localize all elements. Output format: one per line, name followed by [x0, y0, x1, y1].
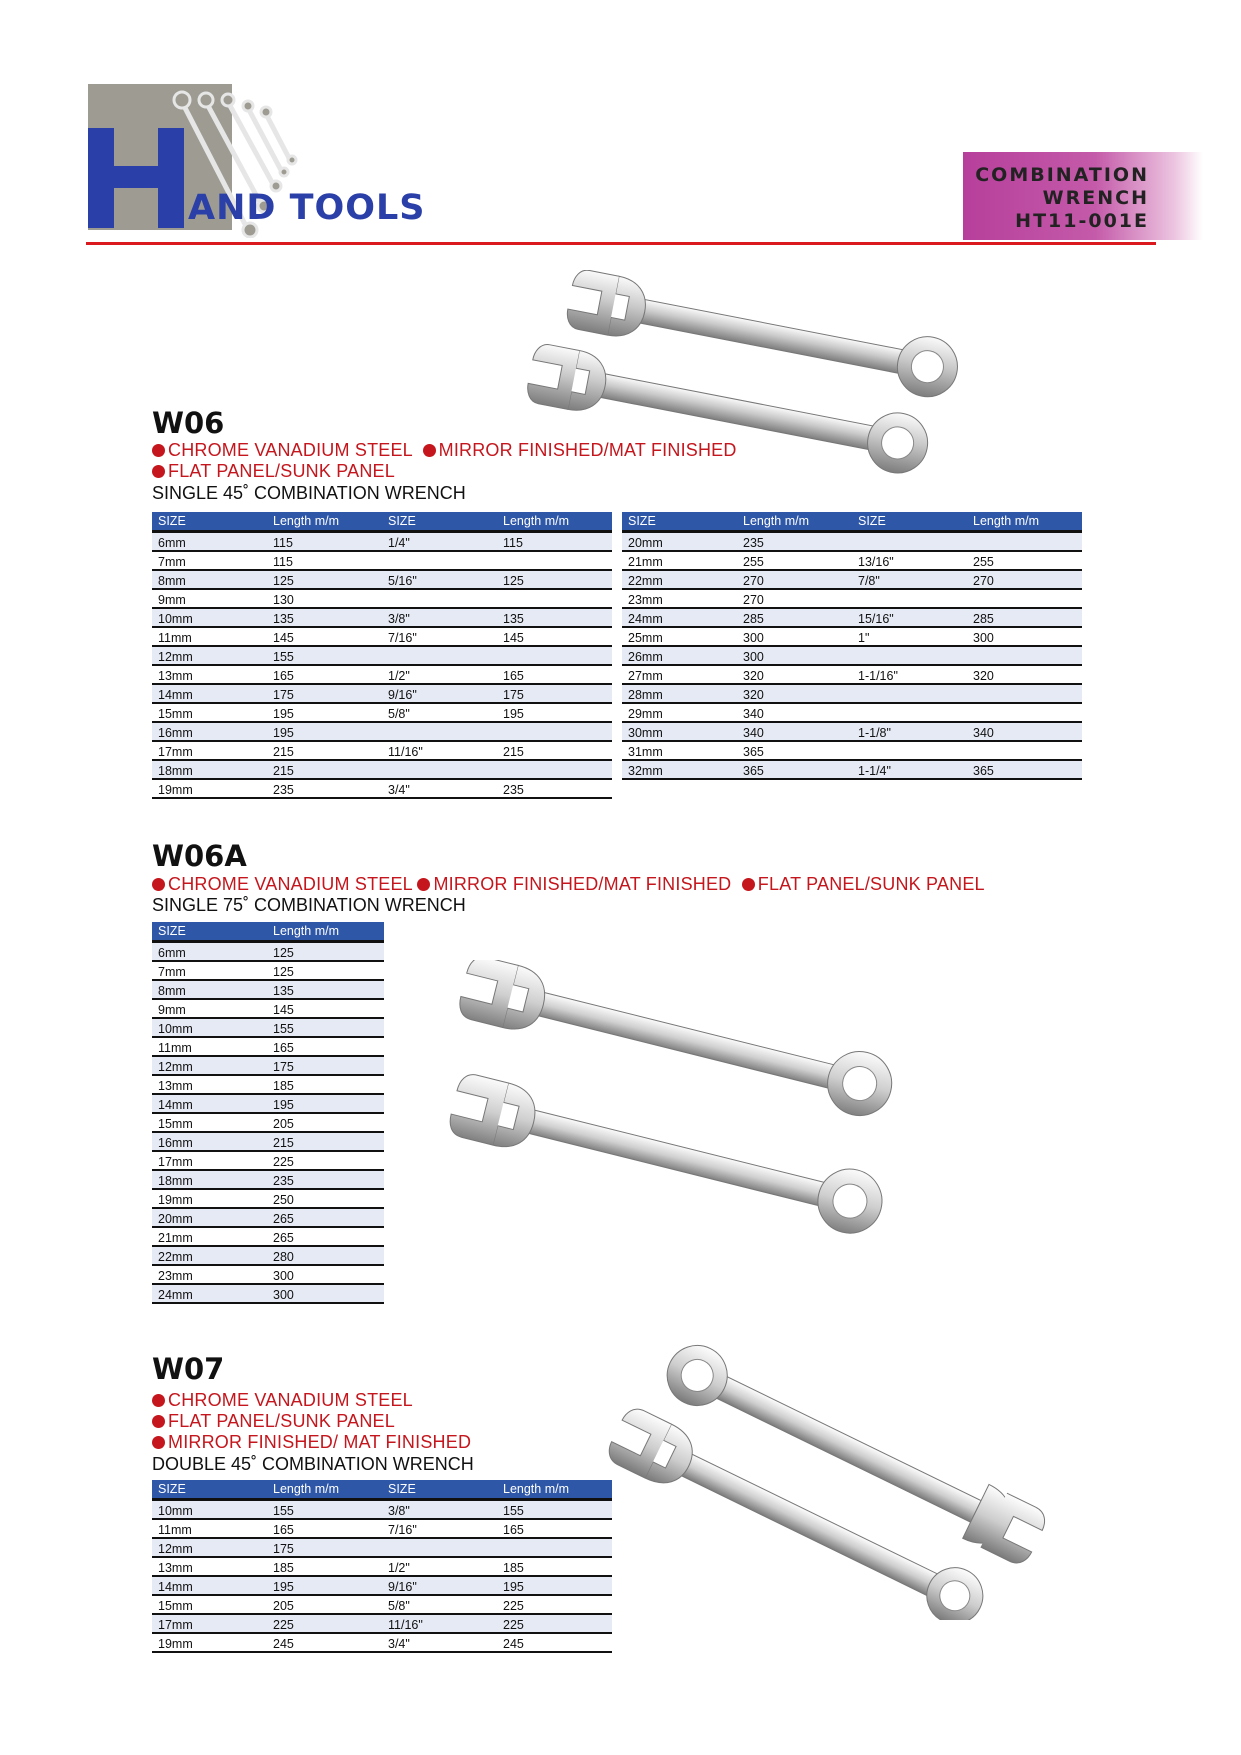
length-cell: 280	[267, 1246, 384, 1265]
bullet-dot-icon	[417, 878, 430, 891]
length-cell: 195	[497, 703, 612, 722]
size-cell: 9/16"	[382, 684, 497, 703]
size-cell: 1"	[852, 627, 967, 646]
length-cell: 125	[497, 570, 612, 589]
length-cell: 365	[967, 760, 1082, 779]
tag-line-2: WRENCH	[1042, 187, 1149, 209]
table-row	[622, 703, 1082, 722]
length-cell: 195	[267, 703, 382, 722]
size-cell: 22mm	[152, 1246, 267, 1265]
table-row	[152, 1633, 612, 1652]
table-row	[622, 589, 1082, 608]
length-cell: 250	[267, 1189, 384, 1208]
length-cell: 185	[267, 1557, 382, 1576]
table-row	[152, 1265, 384, 1284]
size-cell: 16mm	[152, 722, 267, 741]
size-cell	[852, 646, 967, 665]
size-cell: 10mm	[152, 608, 267, 627]
size-cell: 17mm	[152, 741, 267, 760]
size-cell	[382, 589, 497, 608]
col-header-size: SIZE	[382, 512, 497, 532]
table-row	[152, 741, 612, 760]
w06-description: SINGLE 45˚ COMBINATION WRENCH	[152, 483, 466, 503]
size-cell: 19mm	[152, 1633, 267, 1652]
table-row	[152, 1500, 612, 1520]
size-cell: 17mm	[152, 1614, 267, 1633]
size-cell: 9mm	[152, 999, 267, 1018]
size-cell: 31mm	[622, 741, 737, 760]
size-cell: 11mm	[152, 1519, 267, 1538]
col-header-size: SIZE	[852, 512, 967, 532]
size-cell: 16mm	[152, 1132, 267, 1151]
length-cell: 300	[737, 627, 852, 646]
length-cell: 285	[737, 608, 852, 627]
w07-feature-line-3: MIRROR FINISHED/ MAT FINISHED	[152, 1432, 471, 1453]
size-cell	[852, 684, 967, 703]
w06-feature-line-1: CHROME VANADIUM STEEL MIRROR FINISHED/MAT FINISHED	[152, 440, 737, 461]
table-row	[152, 999, 384, 1018]
w06a-description: SINGLE 75˚ COMBINATION WRENCH	[152, 895, 466, 915]
length-cell	[967, 532, 1082, 552]
length-cell: 340	[737, 703, 852, 722]
w06a-feature-line-1: CHROME VANADIUM STEEL MIRROR FINISHED/MAT FINISHED FLAT PANEL/SUNK PANEL	[152, 874, 985, 895]
length-cell: 155	[267, 1500, 382, 1520]
length-cell: 165	[497, 665, 612, 684]
size-cell: 14mm	[152, 684, 267, 703]
length-cell: 340	[737, 722, 852, 741]
size-cell	[382, 646, 497, 665]
length-cell	[497, 760, 612, 779]
size-cell: 7/8"	[852, 570, 967, 589]
size-cell: 29mm	[622, 703, 737, 722]
col-header-length: Length m/m	[267, 512, 382, 532]
bullet-dot-icon	[152, 1415, 165, 1428]
table-row	[152, 1208, 384, 1227]
size-cell: 3/8"	[382, 608, 497, 627]
w06-size-table-left	[152, 512, 612, 799]
table-row	[152, 665, 612, 684]
w06a-wrench-photo	[425, 960, 985, 1280]
length-cell: 320	[737, 684, 852, 703]
col-header-size: SIZE	[382, 1480, 497, 1500]
size-cell: 1/2"	[382, 1557, 497, 1576]
col-header-length: Length m/m	[267, 1480, 382, 1500]
header-divider	[86, 242, 1156, 245]
length-cell: 185	[497, 1557, 612, 1576]
length-cell	[497, 551, 612, 570]
table-row	[152, 961, 384, 980]
size-cell: 20mm	[622, 532, 737, 552]
length-cell: 225	[267, 1614, 382, 1633]
length-cell: 165	[497, 1519, 612, 1538]
size-cell: 3/4"	[382, 779, 497, 798]
length-cell: 115	[267, 532, 382, 552]
table-row	[622, 722, 1082, 741]
w06-size-table-right	[622, 512, 1082, 780]
table-row	[152, 646, 612, 665]
size-cell: 23mm	[622, 589, 737, 608]
size-cell: 18mm	[152, 760, 267, 779]
size-cell: 7mm	[152, 551, 267, 570]
size-cell: 9mm	[152, 589, 267, 608]
table-row	[152, 551, 612, 570]
size-cell: 30mm	[622, 722, 737, 741]
length-cell: 185	[267, 1075, 384, 1094]
length-cell: 165	[267, 1519, 382, 1538]
size-cell	[852, 703, 967, 722]
size-cell: 15/16"	[852, 608, 967, 627]
bullet-dot-icon	[152, 1436, 165, 1449]
table-row	[152, 1519, 612, 1538]
length-cell: 195	[267, 1576, 382, 1595]
length-cell: 215	[267, 741, 382, 760]
size-cell: 28mm	[622, 684, 737, 703]
table-row	[152, 532, 612, 552]
size-cell: 12mm	[152, 1056, 267, 1075]
size-cell: 19mm	[152, 1189, 267, 1208]
length-cell	[497, 646, 612, 665]
table-row	[152, 1576, 612, 1595]
size-cell: 26mm	[622, 646, 737, 665]
size-cell: 10mm	[152, 1018, 267, 1037]
size-cell: 22mm	[622, 570, 737, 589]
table-row	[152, 1189, 384, 1208]
length-cell: 175	[267, 1056, 384, 1075]
size-cell: 32mm	[622, 760, 737, 779]
table-row	[622, 608, 1082, 627]
size-cell: 5/8"	[382, 703, 497, 722]
size-cell: 20mm	[152, 1208, 267, 1227]
length-cell	[967, 684, 1082, 703]
size-cell: 13/16"	[852, 551, 967, 570]
length-cell: 195	[267, 722, 382, 741]
length-cell: 300	[737, 646, 852, 665]
size-cell	[852, 589, 967, 608]
w06-model-title: W06	[152, 406, 225, 440]
size-cell: 3/4"	[382, 1633, 497, 1652]
length-cell: 135	[267, 980, 384, 999]
length-cell: 235	[497, 779, 612, 798]
table-row	[622, 741, 1082, 760]
size-cell: 23mm	[152, 1265, 267, 1284]
table-row	[152, 1227, 384, 1246]
size-cell: 24mm	[622, 608, 737, 627]
size-cell: 8mm	[152, 570, 267, 589]
table-row	[152, 703, 612, 722]
w06a-size-table	[152, 922, 384, 1304]
size-cell: 15mm	[152, 1113, 267, 1132]
length-cell	[497, 722, 612, 741]
col-header-size: SIZE	[152, 922, 267, 942]
size-cell: 11mm	[152, 1037, 267, 1056]
size-cell: 17mm	[152, 1151, 267, 1170]
length-cell: 155	[267, 1018, 384, 1037]
size-cell: 1/2"	[382, 665, 497, 684]
size-cell	[852, 741, 967, 760]
table-row	[622, 665, 1082, 684]
size-cell: 1/4"	[382, 532, 497, 552]
size-cell	[382, 722, 497, 741]
size-cell: 1-1/16"	[852, 665, 967, 684]
size-cell: 11mm	[152, 627, 267, 646]
bullet-dot-icon	[152, 465, 165, 478]
length-cell: 285	[967, 608, 1082, 627]
size-cell: 1-1/4"	[852, 760, 967, 779]
size-cell: 11/16"	[382, 1614, 497, 1633]
size-cell: 15mm	[152, 1595, 267, 1614]
length-cell: 270	[737, 589, 852, 608]
table-row	[152, 779, 612, 798]
col-header-size: SIZE	[152, 1480, 267, 1500]
size-cell: 11/16"	[382, 741, 497, 760]
table-row	[622, 760, 1082, 779]
size-cell: 21mm	[152, 1227, 267, 1246]
tag-line-3: HT11-001E	[1015, 210, 1149, 232]
length-cell: 115	[497, 532, 612, 552]
length-cell: 340	[967, 722, 1082, 741]
size-cell: 19mm	[152, 779, 267, 798]
length-cell	[967, 646, 1082, 665]
table-row	[622, 684, 1082, 703]
length-cell: 235	[737, 532, 852, 552]
length-cell: 235	[267, 1170, 384, 1189]
table-row	[152, 1037, 384, 1056]
length-cell: 205	[267, 1113, 384, 1132]
table-row	[152, 1595, 612, 1614]
table-row	[152, 1132, 384, 1151]
size-cell: 13mm	[152, 1075, 267, 1094]
size-cell: 13mm	[152, 1557, 267, 1576]
table-row	[152, 570, 612, 589]
size-cell	[382, 1538, 497, 1557]
size-cell: 1-1/8"	[852, 722, 967, 741]
length-cell: 215	[497, 741, 612, 760]
length-cell: 225	[497, 1595, 612, 1614]
table-row	[152, 942, 384, 962]
size-cell	[852, 532, 967, 552]
table-row	[152, 760, 612, 779]
col-header-length: Length m/m	[737, 512, 852, 532]
length-cell: 195	[497, 1576, 612, 1595]
length-cell: 165	[267, 1037, 384, 1056]
length-cell: 300	[267, 1265, 384, 1284]
size-cell: 15mm	[152, 703, 267, 722]
length-cell: 225	[267, 1151, 384, 1170]
table-row	[622, 532, 1082, 552]
size-cell: 25mm	[622, 627, 737, 646]
length-cell: 130	[267, 589, 382, 608]
length-cell	[967, 741, 1082, 760]
length-cell: 265	[267, 1208, 384, 1227]
size-cell: 6mm	[152, 942, 267, 962]
length-cell: 255	[967, 551, 1082, 570]
w07-model-title: W07	[152, 1352, 225, 1386]
length-cell: 245	[497, 1633, 612, 1652]
length-cell: 300	[967, 627, 1082, 646]
length-cell: 125	[267, 570, 382, 589]
length-cell: 205	[267, 1595, 382, 1614]
length-cell: 300	[267, 1284, 384, 1303]
table-row	[152, 1094, 384, 1113]
table-row	[152, 1614, 612, 1633]
table-row	[152, 589, 612, 608]
length-cell: 165	[267, 665, 382, 684]
size-cell: 9/16"	[382, 1576, 497, 1595]
col-header-size: SIZE	[622, 512, 737, 532]
table-row	[152, 1538, 612, 1557]
w07-feature-line-1: CHROME VANADIUM STEEL	[152, 1390, 413, 1411]
length-cell: 365	[737, 760, 852, 779]
length-cell: 320	[967, 665, 1082, 684]
table-row	[622, 551, 1082, 570]
size-cell	[382, 760, 497, 779]
length-cell	[497, 589, 612, 608]
size-cell: 14mm	[152, 1094, 267, 1113]
bullet-dot-icon	[152, 878, 165, 891]
length-cell: 225	[497, 1614, 612, 1633]
size-cell: 5/8"	[382, 1595, 497, 1614]
bullet-dot-icon	[152, 444, 165, 457]
length-cell: 115	[267, 551, 382, 570]
table-row	[622, 646, 1082, 665]
size-cell: 3/8"	[382, 1500, 497, 1520]
w06a-model-title: W06A	[152, 839, 247, 873]
bullet-dot-icon	[742, 878, 755, 891]
size-cell: 7/16"	[382, 1519, 497, 1538]
table-row	[152, 1246, 384, 1265]
size-cell: 7/16"	[382, 627, 497, 646]
col-header-length: Length m/m	[497, 512, 612, 532]
length-cell: 175	[267, 684, 382, 703]
tag-line-1: COMBINATION	[975, 164, 1149, 186]
size-cell: 12mm	[152, 646, 267, 665]
size-cell: 10mm	[152, 1500, 267, 1520]
length-cell: 135	[267, 608, 382, 627]
table-row	[152, 1075, 384, 1094]
length-cell: 270	[967, 570, 1082, 589]
w06-feature-line-2: FLAT PANEL/SUNK PANEL	[152, 461, 395, 482]
size-cell	[382, 551, 497, 570]
w06-wrench-photo	[520, 270, 1060, 500]
table-row	[152, 1170, 384, 1189]
length-cell: 365	[737, 741, 852, 760]
size-cell: 27mm	[622, 665, 737, 684]
w07-size-table	[152, 1480, 612, 1653]
table-row	[152, 608, 612, 627]
table-row	[152, 722, 612, 741]
bullet-dot-icon	[423, 444, 436, 457]
size-cell: 21mm	[622, 551, 737, 570]
size-cell: 12mm	[152, 1538, 267, 1557]
col-header-length: Length m/m	[267, 922, 384, 942]
table-row	[152, 1151, 384, 1170]
table-row	[152, 1557, 612, 1576]
length-cell: 155	[267, 646, 382, 665]
bullet-dot-icon	[152, 1394, 165, 1407]
length-cell: 155	[497, 1500, 612, 1520]
table-row	[152, 1018, 384, 1037]
size-cell: 5/16"	[382, 570, 497, 589]
length-cell: 145	[267, 999, 384, 1018]
length-cell: 135	[497, 608, 612, 627]
table-row	[152, 627, 612, 646]
w07-feature-line-2: FLAT PANEL/SUNK PANEL	[152, 1411, 395, 1432]
length-cell: 145	[497, 627, 612, 646]
length-cell: 255	[737, 551, 852, 570]
length-cell	[967, 589, 1082, 608]
length-cell: 195	[267, 1094, 384, 1113]
table-row	[152, 1056, 384, 1075]
table-row	[152, 980, 384, 999]
col-header-length: Length m/m	[497, 1480, 612, 1500]
size-cell: 13mm	[152, 665, 267, 684]
size-cell: 7mm	[152, 961, 267, 980]
length-cell: 245	[267, 1633, 382, 1652]
col-header-length: Length m/m	[967, 512, 1082, 532]
length-cell: 215	[267, 760, 382, 779]
length-cell: 320	[737, 665, 852, 684]
size-cell: 6mm	[152, 532, 267, 552]
length-cell: 270	[737, 570, 852, 589]
w07-wrench-photo	[590, 1340, 1110, 1620]
logo-wordmark: AND TOOLS	[188, 188, 426, 228]
size-cell: 24mm	[152, 1284, 267, 1303]
size-cell: 14mm	[152, 1576, 267, 1595]
table-row	[622, 570, 1082, 589]
table-row	[152, 1284, 384, 1303]
length-cell: 125	[267, 942, 384, 962]
size-cell: 8mm	[152, 980, 267, 999]
table-row	[152, 1113, 384, 1132]
size-cell: 18mm	[152, 1170, 267, 1189]
length-cell: 125	[267, 961, 384, 980]
w07-description: DOUBLE 45˚ COMBINATION WRENCH	[152, 1454, 474, 1474]
length-cell: 265	[267, 1227, 384, 1246]
col-header-size: SIZE	[152, 512, 267, 532]
length-cell	[967, 703, 1082, 722]
length-cell: 175	[497, 684, 612, 703]
length-cell: 215	[267, 1132, 384, 1151]
table-row	[622, 627, 1082, 646]
table-row	[152, 684, 612, 703]
length-cell: 235	[267, 779, 382, 798]
length-cell: 145	[267, 627, 382, 646]
length-cell: 175	[267, 1538, 382, 1557]
logo-letter-h	[88, 128, 184, 228]
